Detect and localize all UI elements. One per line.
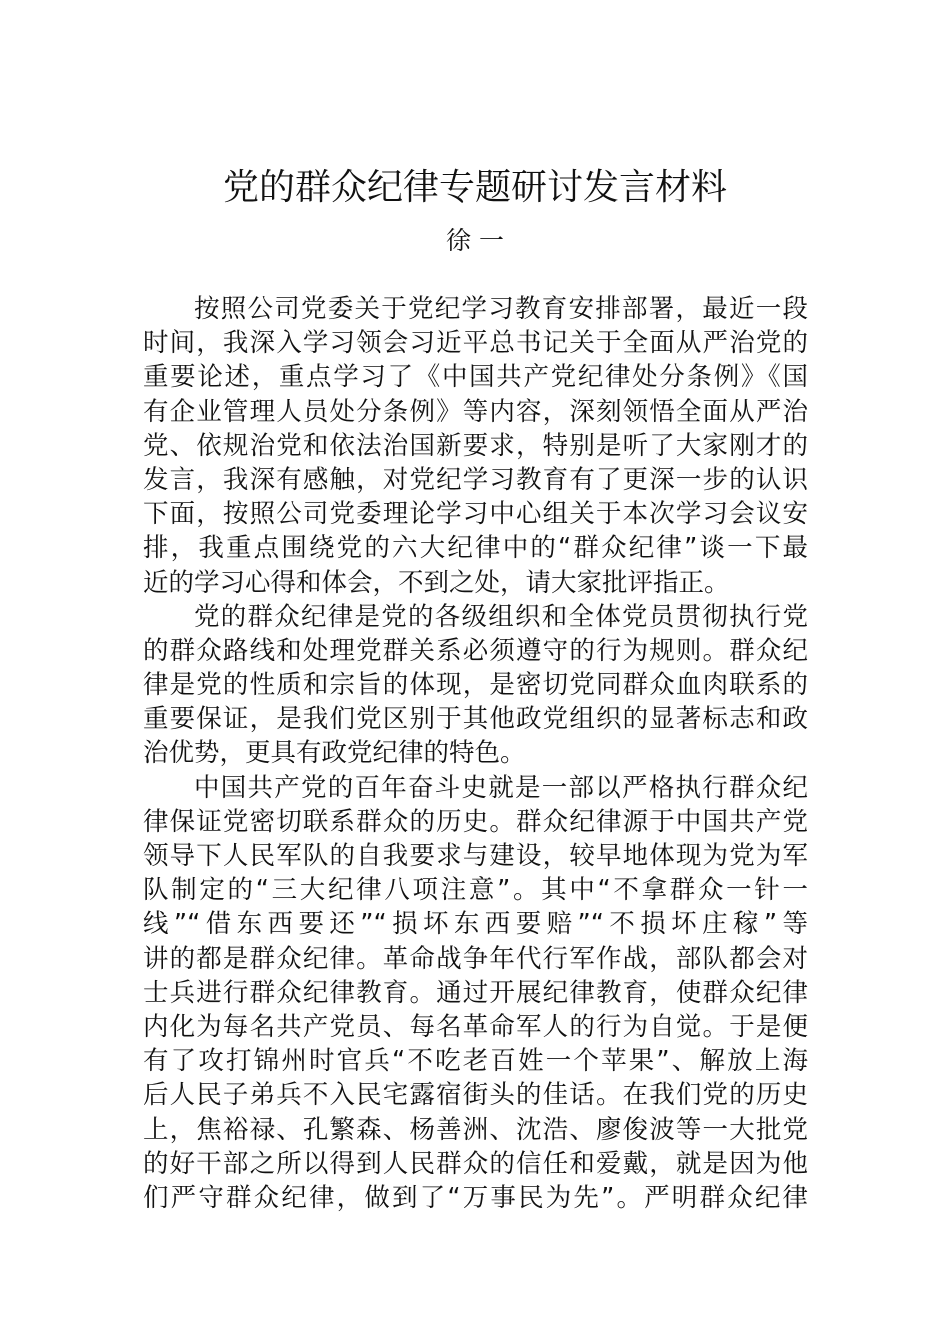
- paragraph-line: 领导下人民军队的自我要求与建设，较早地体现为党为军: [143, 841, 808, 871]
- paragraph-line: 治优势，更具有政党纪律的特色。: [143, 738, 526, 769]
- document-author: 徐 一: [446, 226, 504, 255]
- paragraph-line: 们严守群众纪律，做到了“万事民为先”。严明群众纪律: [143, 1182, 808, 1213]
- paragraph-line: 讲的都是群众纪律。革命战争年代行军作战，部队都会对: [143, 943, 808, 974]
- document-title: 党的群众纪律专题研讨发言材料: [222, 167, 727, 208]
- paragraph-line: 内化为每名共产党员、每名革命军人的行为自觉。于是便: [143, 1011, 808, 1042]
- paragraph-line: 的群众路线和处理党群关系必须遵守的行为规则。群众纪: [143, 635, 808, 666]
- paragraph-line: 党、依规治党和依法治国新要求，特别是听了大家刚才的: [143, 430, 808, 461]
- paragraph-line: 线”“借东西要还”“损坏东西要赔”“不损坏庄稼”等: [143, 909, 808, 940]
- paragraph-line: 近的学习心得和体会，不到之处，请大家批评指正。: [143, 567, 730, 598]
- paragraph-line: 时间，我深入学习领会习近平总书记关于全面从严治党的: [143, 328, 808, 359]
- paragraph-line: 上，焦裕禄、孔繁森、杨善洲、沈浩、廖俊波等一大批党: [143, 1114, 808, 1145]
- paragraph-line: 律是党的性质和宗旨的体现，是密切党同群众血肉联系的: [143, 670, 808, 701]
- paragraph-line: 下面，按照公司党委理论学习中心组关于本次学习会议安: [143, 499, 808, 530]
- document-body: [143, 292, 808, 1215]
- paragraph-line: 重要论述，重点学习了《中国共产党纪律处分条例》《国: [143, 362, 808, 393]
- paragraph-line: 律保证党密切联系群众的历史。群众纪律源于中国共产党: [143, 806, 808, 837]
- paragraph-line: 士兵进行群众纪律教育。通过开展纪律教育，使群众纪律: [143, 977, 808, 1008]
- paragraph-line: 有了攻打锦州时官兵“不吃老百姓一个苹果”、解放上海: [143, 1046, 808, 1077]
- paragraph-line: 排，我重点围绕党的六大纪律中的“群众纪律”谈一下最: [143, 533, 808, 564]
- paragraph-line: 重要保证，是我们党区别于其他政党组织的显著标志和政: [143, 704, 808, 735]
- paragraph-line: 队制定的“三大纪律八项注意”。其中“不拿群众一针一: [143, 875, 808, 906]
- paragraph-line: 党的群众纪律是党的各级组织和全体党员贯彻执行党: [194, 601, 808, 632]
- paragraph-line: 发言，我深有感触，对党纪学习教育有了更深一步的认识: [143, 464, 808, 495]
- paragraph-line: 的好干部之所以得到人民群众的信任和爱戴，就是因为他: [143, 1148, 808, 1179]
- paragraph-line: 按照公司党委关于党纪学习教育安排部署，最近一段: [194, 294, 808, 324]
- paragraph-line: 中国共产党的百年奋斗史就是一部以严格执行群众纪: [194, 772, 808, 803]
- paragraph-line: 后人民子弟兵不入民宅露宿街头的佳话。在我们党的历史: [143, 1080, 808, 1111]
- paragraph-line: 有企业管理人员处分条例》等内容，深刻领悟全面从严治: [143, 396, 808, 427]
